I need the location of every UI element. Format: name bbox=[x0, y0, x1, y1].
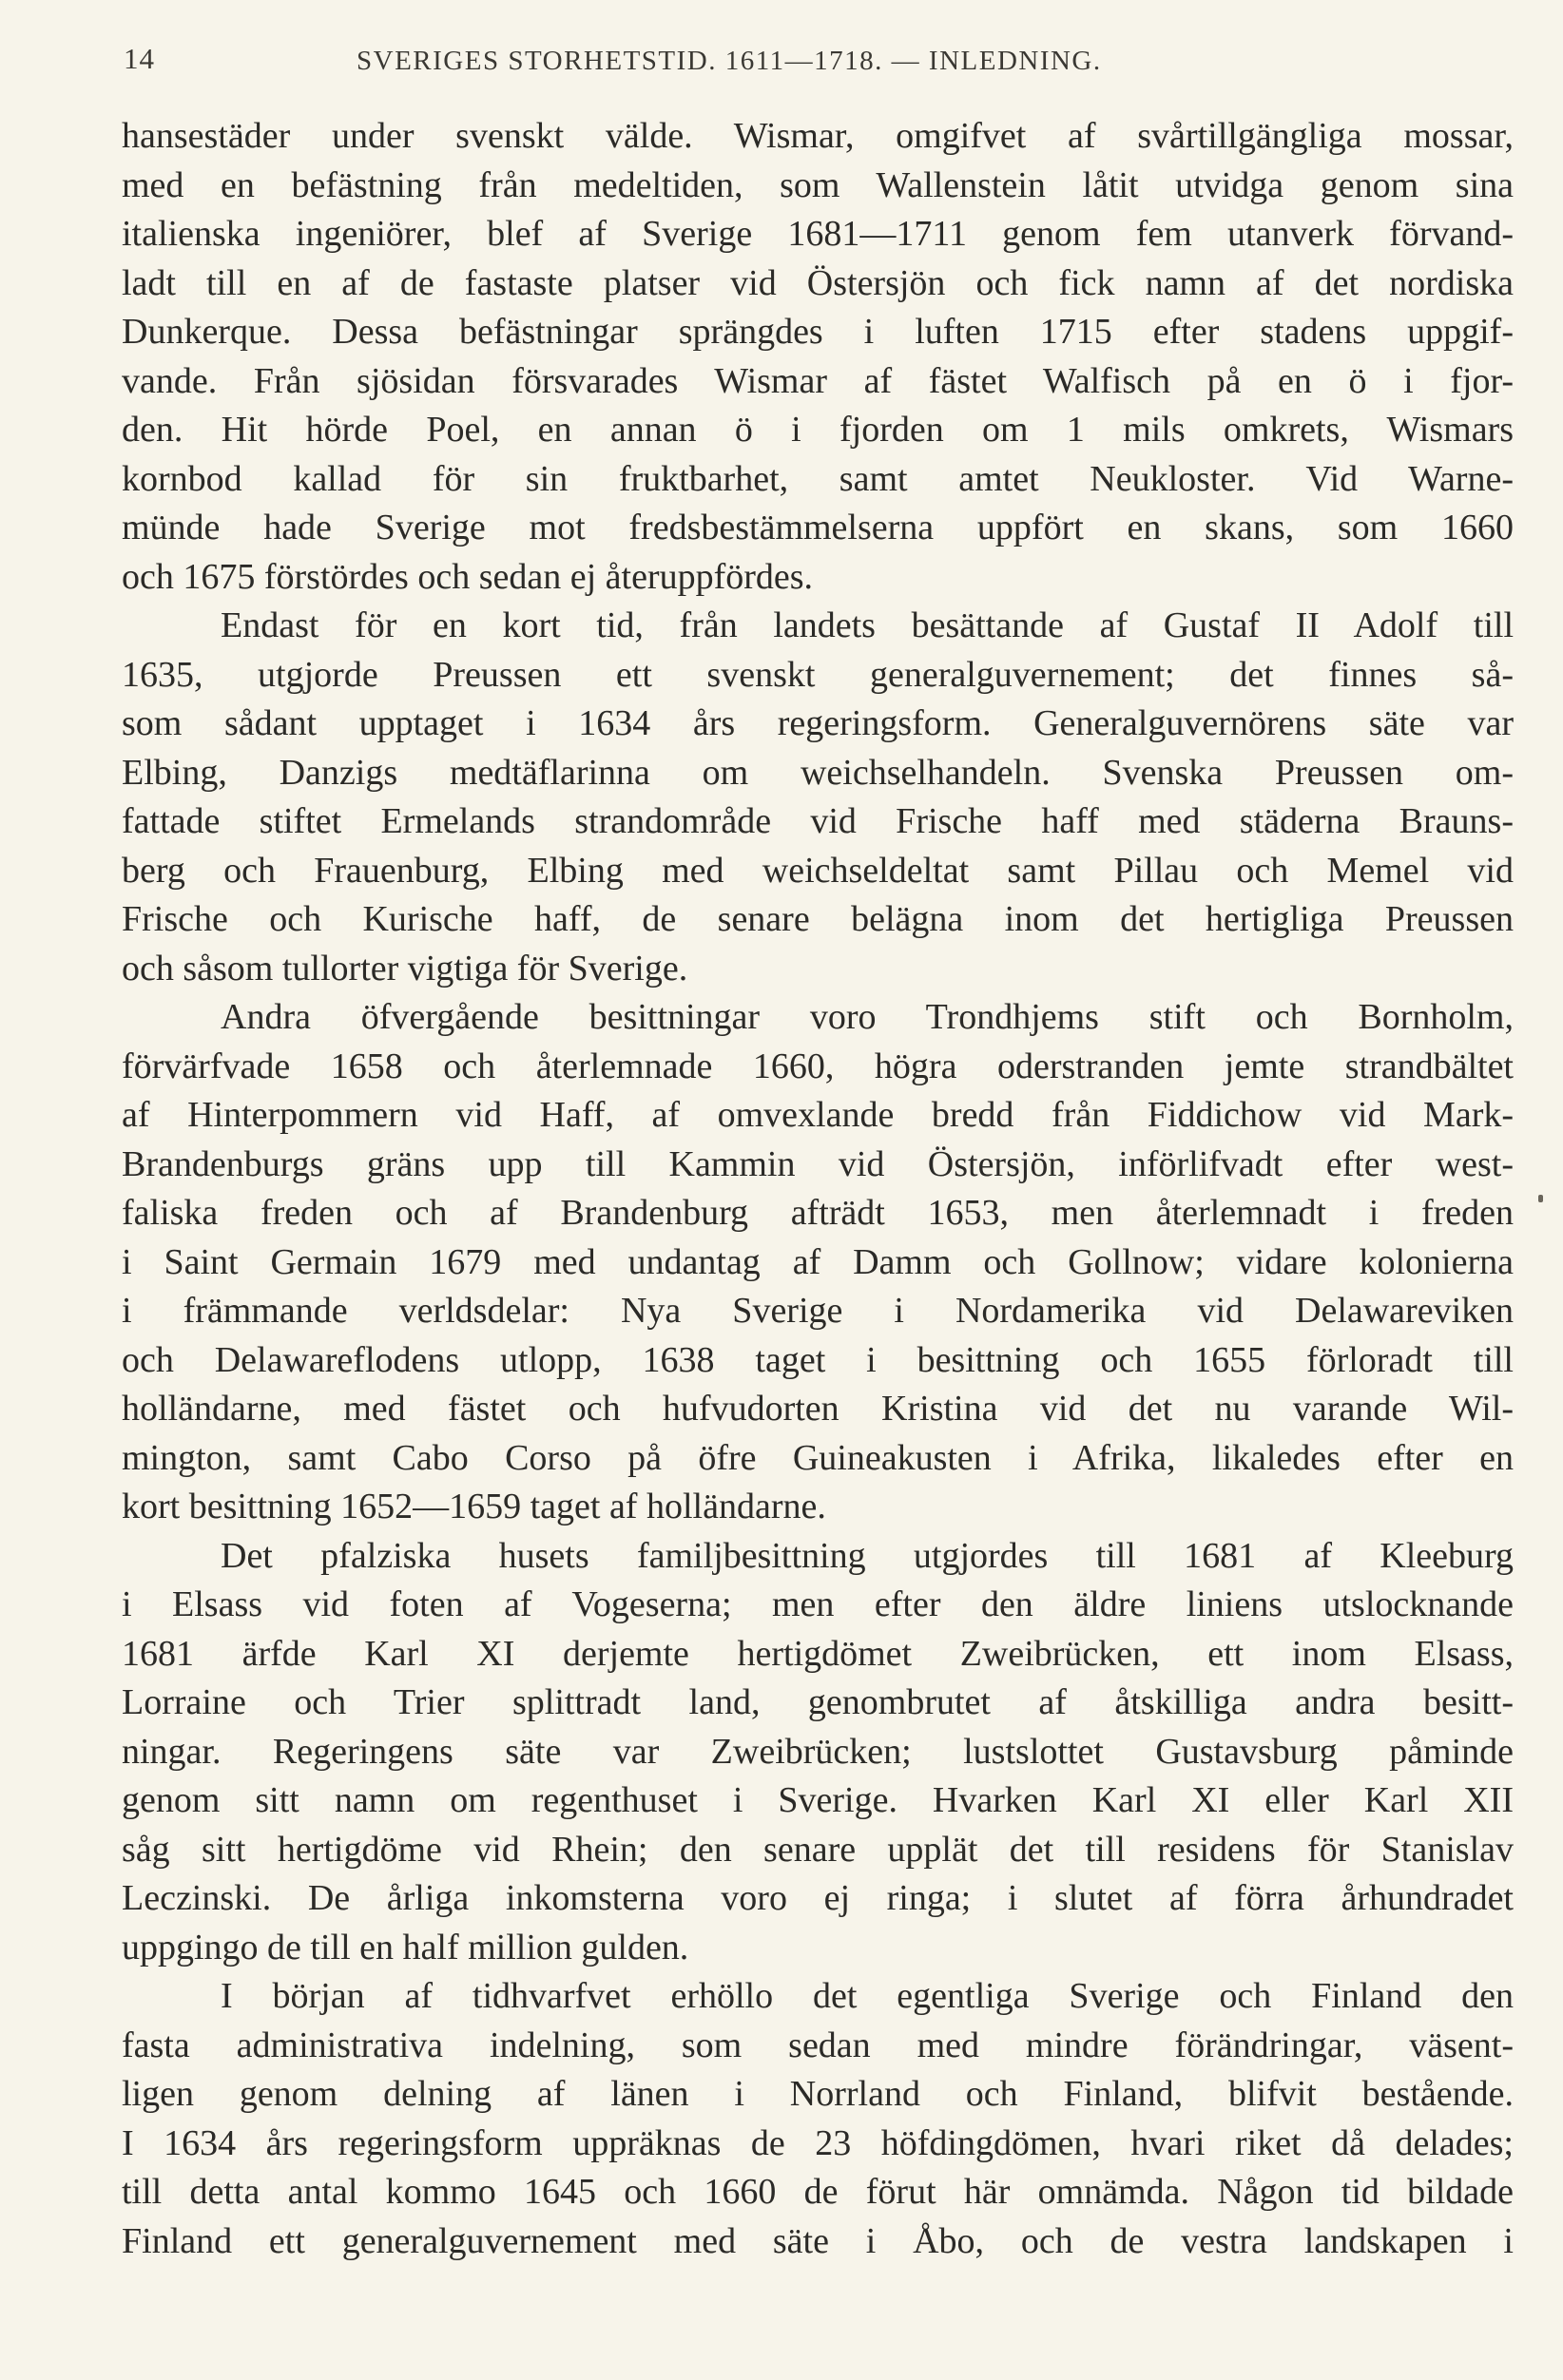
text-line: kort besittning 1652—1659 taget af holländarne. bbox=[122, 1487, 826, 1526]
text-line: och Delawareflodens utlopp, 1638 taget i besittning och 1655 förloradt till bbox=[122, 1339, 1514, 1380]
text-line: holländarne, med fästet och hufvudorten Kristina vid det nu varande Wil- bbox=[122, 1389, 1514, 1429]
text-line: Det pfalziska husets familjbesittning utgjordes till 1681 af Kleeburg bbox=[221, 1535, 1514, 1576]
text-line: 1681 ärfde Karl XI derjemte hertigdömet Zweibrücken, ett inom Elsass, bbox=[122, 1633, 1514, 1674]
text-line: berg och Frauenburg, Elbing med weichseldeltat samt Pillau och Memel vid bbox=[122, 850, 1514, 891]
text-line: Frische och Kurische haff, de senare belägna inom det hertigliga Preussen bbox=[122, 899, 1514, 939]
text-line: fattade stiftet Ermelands strandområde vid Frische haff med städerna Brauns- bbox=[122, 801, 1514, 841]
text-line: såg sitt hertigdöme vid Rhein; den senare upplät det till residens för Stanislav bbox=[122, 1829, 1514, 1870]
page-number: 14 bbox=[124, 42, 155, 75]
text-line: hansestäder under svenskt välde. Wismar, omgifvet af svårtillgängliga mossar, bbox=[122, 116, 1514, 156]
text-line: förvärfvade 1658 och återlemnade 1660, högra oderstranden jemte strandbältet bbox=[122, 1046, 1514, 1086]
text-line: Dunkerque. Dessa befästningar sprängdes i luften 1715 efter stadens uppgif- bbox=[122, 312, 1514, 352]
text-line: I början af tidhvarfvet erhöllo det egentliga Sverige och Finland den bbox=[221, 1976, 1514, 2016]
text-line: med en befästning från medeltiden, som Wallenstein låtit utvidga genom sina bbox=[122, 164, 1514, 205]
text-line: I 1634 års regeringsform uppräknas de 23 höfdingdömen, hvari riket då delades; bbox=[122, 2122, 1514, 2163]
text-line: och 1675 förstördes och sedan ej återuppfördes. bbox=[122, 556, 814, 597]
text-line: Lorraine och Trier splittradt land, genombrutet af åtskilliga andra besitt- bbox=[122, 1682, 1514, 1722]
text-line: Endast för en kort tid, från landets besättande af Gustaf II Adolf till bbox=[221, 605, 1514, 645]
text-line: uppgingo de till en half million gulden. bbox=[122, 1927, 689, 1967]
text-line: ligen genom delning af länen i Norrland och Finland, blifvit bestående. bbox=[122, 2074, 1514, 2114]
text-line: ladt till en af de fastaste platser vid Östersjön och fick namn af det nordiska bbox=[122, 262, 1514, 303]
text-line: i Saint Germain 1679 med undantag af Damm och Gollnow; vidare kolonierna bbox=[122, 1241, 1514, 1282]
text-line: Leczinski. De årliga inkomsterna voro ej ringa; i slutet af förra århundradet bbox=[122, 1878, 1514, 1918]
body-text bbox=[122, 112, 1514, 2266]
text-line: faliska freden och af Brandenburg afträdt 1653, men återlemnadt i freden bbox=[122, 1193, 1514, 1233]
running-head-title: SVERIGES STORHETSTID. 1611—1718. — INLEDNING. bbox=[357, 46, 1102, 76]
text-line: i främmande verldsdelar: Nya Sverige i Nordamerika vid Delawareviken bbox=[122, 1291, 1514, 1331]
text-line: Andra öfvergående besittningar voro Trondhjems stift och Bornholm, bbox=[221, 997, 1514, 1037]
text-line: münde hade Sverige mot fredsbestämmelserna uppfört en skans, som 1660 bbox=[122, 508, 1514, 547]
text-line: italienska ingeniörer, blef af Sverige 1681—1711 genom fem utanverk förvand- bbox=[122, 214, 1514, 254]
text-line: 1635, utgjorde Preussen ett svenskt generalguvernement; det finnes så- bbox=[122, 654, 1514, 695]
text-line: fasta administrativa indelning, som sedan med mindre förändringar, väsent- bbox=[122, 2025, 1514, 2065]
text-line: Elbing, Danzigs medtäflarinna om weichselhandeln. Svenska Preussen om- bbox=[122, 752, 1514, 793]
margin-ink-dot bbox=[1538, 1195, 1543, 1202]
text-line: till detta antal kommo 1645 och 1660 de förut här omnämda. Någon tid bildade bbox=[122, 2172, 1514, 2212]
text-line: och såsom tullorter vigtiga för Sverige. bbox=[122, 948, 688, 988]
text-line: Finland ett generalguvernement med säte i Åbo, och de vestra landskapen i bbox=[122, 2220, 1514, 2261]
text-line: af Hinterpommern vid Haff, af omvexlande bredd från Fiddichow vid Mark- bbox=[122, 1095, 1514, 1135]
text-line: den. Hit hörde Poel, en annan ö i fjorden om 1 mils omkrets, Wismars bbox=[122, 410, 1514, 450]
text-line: i Elsass vid foten af Vogeserna; men efter den äldre liniens utslocknande bbox=[122, 1584, 1514, 1624]
running-head bbox=[124, 42, 1512, 86]
text-line: mington, samt Cabo Corso på öfre Guineakusten i Afrika, likaledes efter en bbox=[122, 1437, 1514, 1478]
text-line: genom sitt namn om regenthuset i Sverige. Hvarken Karl XI eller Karl XII bbox=[122, 1780, 1514, 1820]
text-line: som sådant upptaget i 1634 års regeringsform. Generalguvernörens säte var bbox=[122, 703, 1514, 743]
text-line: kornbod kallad för sin fruktbarhet, samt amtet Neukloster. Vid Warne- bbox=[122, 458, 1514, 499]
text-line: ningar. Regeringens säte var Zweibrücken; lustslottet Gustavsburg påminde bbox=[122, 1731, 1514, 1772]
text-line: vande. Från sjösidan försvarades Wismar af fästet Walfisch på en ö i fjor- bbox=[122, 360, 1514, 401]
text-line: Brandenburgs gräns upp till Kammin vid Östersjön, införlifvadt efter west- bbox=[122, 1143, 1514, 1184]
